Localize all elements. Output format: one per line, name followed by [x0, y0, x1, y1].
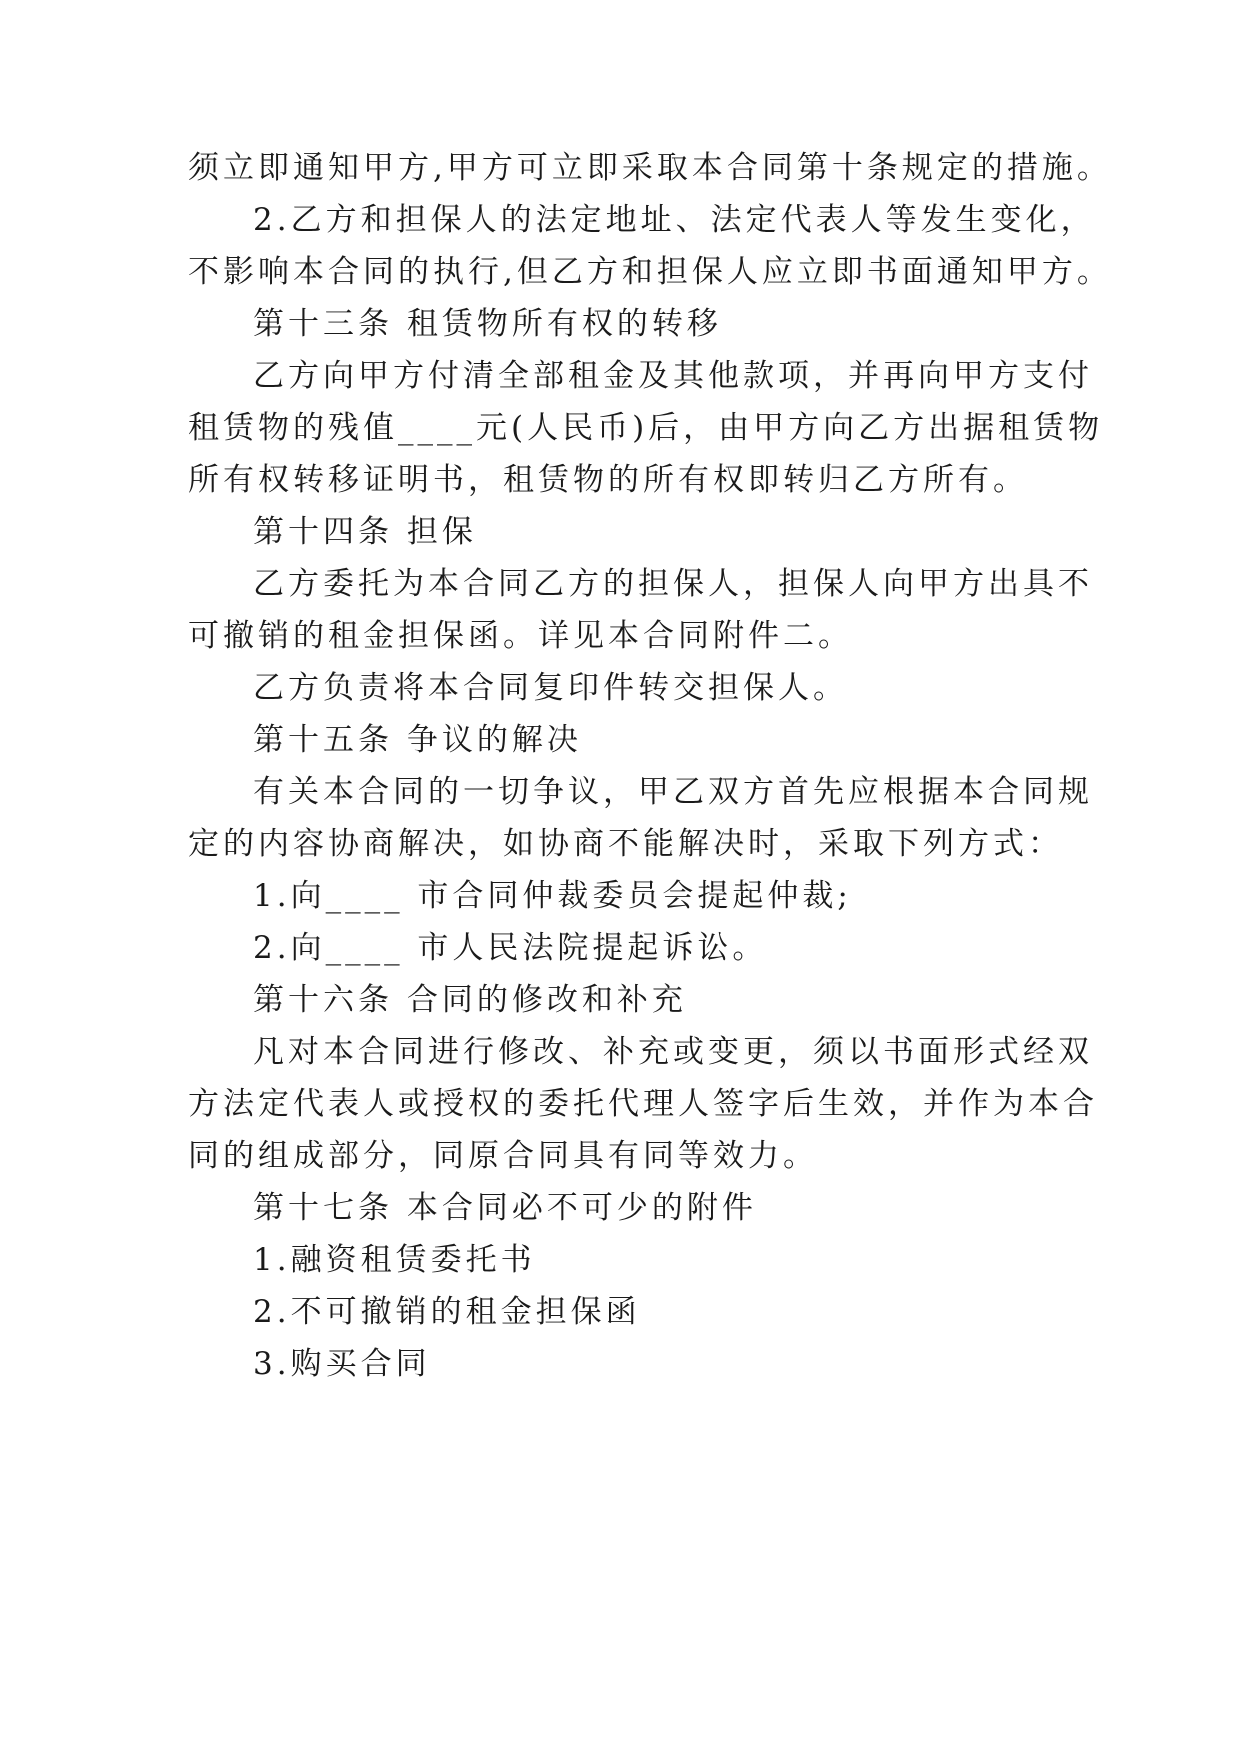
- text-line: 2.乙方和担保人的法定地址、法定代表人等发生变化，: [253, 202, 1096, 238]
- list-item: 2.不可撤销的租金担保函: [253, 1294, 641, 1330]
- list-item: 3.购买合同: [253, 1346, 431, 1382]
- text-line: 不影响本合同的执行,但乙方和担保人应立即书面通知甲方。: [188, 254, 1112, 290]
- list-item: 1.融资租赁委托书: [253, 1242, 536, 1278]
- text-line: 乙方负责将本合同复印件转交担保人。: [253, 670, 848, 706]
- section-heading: 第十六条 合同的修改和补充: [253, 982, 687, 1018]
- text-line: 须立即通知甲方,甲方可立即采取本合同第十条规定的措施。: [188, 150, 1112, 186]
- section-heading: 第十五条 争议的解决: [253, 722, 582, 758]
- list-item: 1.向____ 市合同仲裁委员会提起仲裁;: [253, 878, 852, 914]
- list-item: 2.向____ 市人民法院提起诉讼。: [253, 930, 768, 966]
- text-line: 可撤销的租金担保函。详见本合同附件二。: [188, 618, 853, 654]
- text-line: 乙方委托为本合同乙方的担保人，担保人向甲方出具不: [253, 566, 1093, 602]
- text-line: 方法定代表人或授权的委托代理人签字后生效，并作为本合: [188, 1086, 1098, 1122]
- text-line: 乙方向甲方付清全部租金及其他款项，并再向甲方支付: [253, 358, 1093, 394]
- text-line: 凡对本合同进行修改、补充或变更，须以书面形式经双: [253, 1034, 1093, 1070]
- text-line: 租赁物的残值____元(人民币)后，由甲方向乙方出据租赁物: [188, 410, 1104, 446]
- text-line: 所有权转移证明书，租赁物的所有权即转归乙方所有。: [188, 462, 1028, 498]
- section-heading: 第十四条 担保: [253, 514, 477, 550]
- text-line: 同的组成部分，同原合同具有同等效力。: [188, 1138, 818, 1174]
- text-line: 定的内容协商解决，如协商不能解决时，采取下列方式：: [188, 826, 1063, 862]
- section-heading: 第十三条 租赁物所有权的转移: [253, 306, 722, 342]
- section-heading: 第十七条 本合同必不可少的附件: [253, 1190, 757, 1226]
- text-line: 有关本合同的一切争议，甲乙双方首先应根据本合同规: [253, 774, 1093, 810]
